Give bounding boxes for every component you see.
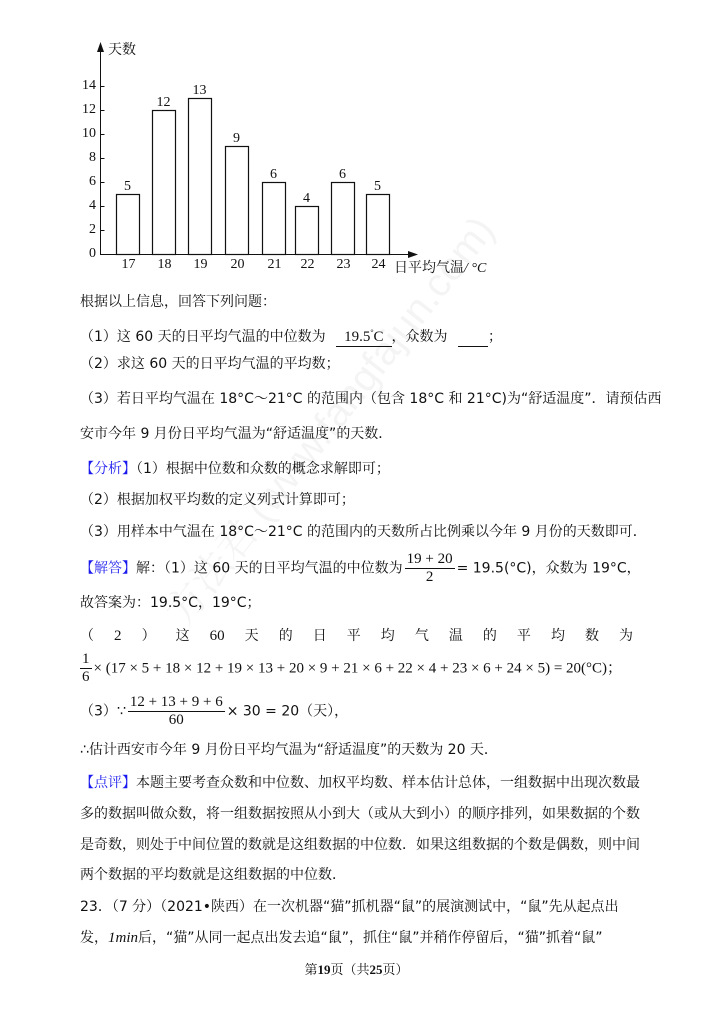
question-23-line-1: 23．（7 分）（2021•陕西）在一次机器“猫”抓机器“鼠”的展演测试中，“鼠”先从起点出: [80, 899, 619, 915]
comment-line-3: 是奇数，则处于中间位置的数就是这组数据的中位数．如果这组数据的个数是偶数，则中间: [80, 837, 640, 853]
bar-18: [153, 111, 176, 255]
proportion-fraction: [128, 694, 225, 729]
x-axis-unit: / °C: [464, 261, 487, 276]
question-2: （2）求这 60 天的日平均气温的平均数；: [80, 356, 340, 372]
spread-word: 平: [346, 628, 361, 644]
analysis-line-1: [80, 460, 390, 478]
question-1-median-answer: 19.5°C: [336, 324, 391, 347]
bar-value-label: 6: [339, 166, 346, 182]
y-tick-label: 10: [82, 125, 96, 141]
comment-text-1: 本题主要考查众数和中位数、加权平均数、样本估计总体，一组数据中出现次数最: [136, 775, 640, 791]
y-tick-label: 4: [89, 197, 96, 213]
spread-word: 为: [619, 628, 633, 644]
y-tick-label: 0: [89, 245, 96, 261]
total-page-number: 25: [369, 962, 383, 977]
spread-word: 均: [380, 628, 395, 644]
x-tick-label: 17: [121, 257, 136, 272]
q23-time-unit: 1min: [108, 930, 138, 946]
x-tick-label: 23: [336, 257, 351, 272]
solution-text-1-suffix: = 19.5(°C)，众数为 19°C，: [456, 560, 641, 577]
spread-word: ）: [141, 628, 156, 644]
median-fraction: [405, 551, 455, 586]
bar-24: [367, 195, 390, 255]
footer-mid: 页（共: [330, 963, 370, 978]
question-1-end: ；: [488, 329, 502, 345]
footer-prefix: 第: [304, 963, 318, 978]
spread-word: 均: [550, 628, 565, 644]
question-23-line-2: [80, 929, 603, 947]
fraction-denominator: 6: [82, 669, 90, 685]
question-1-prefix: （1）这 60 天的日平均气温的中位数为: [80, 329, 326, 345]
comment-line-2: 多的数据叫做众数，将一组数据按照从小到大（或从大到小）的顺序排列，如果数据的个数: [80, 806, 640, 822]
fraction-denominator: 60: [168, 712, 184, 728]
bar-value-label: 13: [192, 82, 207, 98]
x-axis-label-text: 日平均气温: [394, 260, 464, 276]
solution-text-5-suffix: × 30 = 20（天），: [226, 703, 349, 720]
y-axis-arrow-icon: [97, 42, 104, 52]
question-1-mode-blank: [458, 328, 488, 347]
bar-value-label: 5: [124, 178, 131, 194]
bar-22: [296, 207, 319, 255]
intro-text: 根据以上信息，回答下列问题：: [80, 294, 276, 310]
bar-19: [189, 99, 212, 255]
spread-word: 气: [414, 628, 429, 644]
y-tick-label: 14: [82, 77, 96, 93]
analysis-tag: 【分析】: [80, 461, 136, 477]
fraction-numerator: 1: [82, 651, 90, 667]
x-axis-arrow-icon: [408, 251, 418, 258]
spread-word: 温: [448, 628, 463, 644]
question-1-mid: ，众数为: [391, 329, 448, 345]
fraction-denominator: 2: [425, 569, 434, 585]
median-value: 19.5: [344, 329, 371, 345]
x-tick-label: 20: [230, 257, 245, 272]
question-3-line-1: （3）若日平均气温在 18°C～21°C 的范围内（包含 18°C 和 21°C)为“舒适温度”．请预估西: [80, 391, 662, 407]
solution-line-5: [80, 694, 348, 729]
analysis-text-1: （1）根据中位数和众数的概念求解即可；: [136, 461, 390, 477]
x-tick-label: 18: [157, 257, 172, 272]
comment-line-4: 两个数据的平均数就是这组数据的中位数．: [80, 867, 346, 883]
spread-word: 2: [114, 628, 122, 644]
spread-word: 日: [312, 628, 327, 644]
y-tick-label: 2: [89, 221, 96, 237]
spread-word: 天: [244, 628, 259, 644]
bar-20: [226, 147, 249, 255]
current-page-number: 19: [317, 962, 331, 977]
x-axis-label: [394, 259, 486, 278]
q23-text-suffix: 后，“猫”从同一起点出发去追“鼠”，抓住“鼠”并稍作停留后，“猫”抓着“鼠”: [138, 930, 603, 946]
q23-text-prefix: 发，: [80, 930, 108, 946]
solution-line-2: 故答案为：19.5°C，19°C；: [80, 595, 261, 611]
analysis-line-2: （2）根据加权平均数的定义列式计算即可；: [80, 492, 355, 508]
page-footer: [0, 962, 713, 979]
solution-line-4: [80, 651, 622, 686]
y-tick-label: 12: [82, 101, 96, 117]
y-tick-label: 6: [89, 173, 96, 189]
solution-line-3: [80, 627, 633, 645]
analysis-line-3: （3）用样本中气温在 18°C～21°C 的范围内的天数所占比例乘以今年 9 月份的天数即可．: [80, 524, 647, 540]
median-unit: C: [373, 329, 384, 345]
bar-value-label: 6: [270, 166, 277, 182]
bar-21: [263, 183, 286, 255]
spread-word: 60: [209, 628, 225, 644]
weighted-mean-expression: × (17 × 5 + 18 × 12 + 19 × 13 + 20 × 9 + 21 × 6 + 22 × 4 + 23 × 6 + 24 × 5) = 20(°C)；: [93, 660, 623, 677]
spread-word: （: [80, 628, 94, 644]
x-tick-label: 19: [193, 257, 208, 272]
fraction-numerator: 19 + 20: [406, 551, 453, 567]
x-tick-label: 24: [371, 257, 386, 272]
bar-value-label: 4: [303, 190, 310, 206]
solution-tag: 【解答】: [80, 560, 136, 577]
comment-line-1: [80, 774, 640, 792]
spread-word: 这: [175, 628, 190, 644]
x-tick-label: 22: [300, 257, 315, 272]
comment-tag: 【点评】: [80, 775, 136, 791]
y-tick-label: 8: [89, 149, 96, 165]
fraction-numerator: 12 + 13 + 9 + 6: [129, 694, 223, 710]
spread-word: 的: [278, 628, 293, 644]
bar-value-label: 12: [156, 94, 171, 110]
spread-word: 的: [482, 628, 497, 644]
spread-word: 平: [516, 628, 531, 644]
chart-canvas: [0, 0, 713, 290]
footer-suffix: 页）: [382, 963, 409, 978]
question-1: [80, 324, 502, 347]
question-3-line-2: 安市今年 9 月份日平均气温为“舒适温度”的天数．: [80, 426, 393, 442]
spread-word: 数: [584, 628, 599, 644]
bar-chart: [0, 0, 713, 290]
one-sixth-fraction: [80, 651, 92, 686]
solution-line-6: ∴估计西安市今年 9 月份日平均气温为“舒适温度”的天数为 20 天．: [80, 742, 498, 758]
bar-value-label: 9: [233, 130, 240, 146]
bar-17: [117, 195, 140, 255]
x-tick-label: 21: [267, 257, 282, 272]
solution-text-1: 解：（1）这 60 天的日平均气温的中位数为: [136, 560, 403, 577]
solution-text-5: （3）∵: [80, 703, 126, 720]
solution-line-1: [80, 551, 641, 586]
bar-value-label: 5: [374, 178, 381, 194]
bar-23: [332, 183, 355, 255]
y-axis-label: 天数: [108, 42, 136, 58]
